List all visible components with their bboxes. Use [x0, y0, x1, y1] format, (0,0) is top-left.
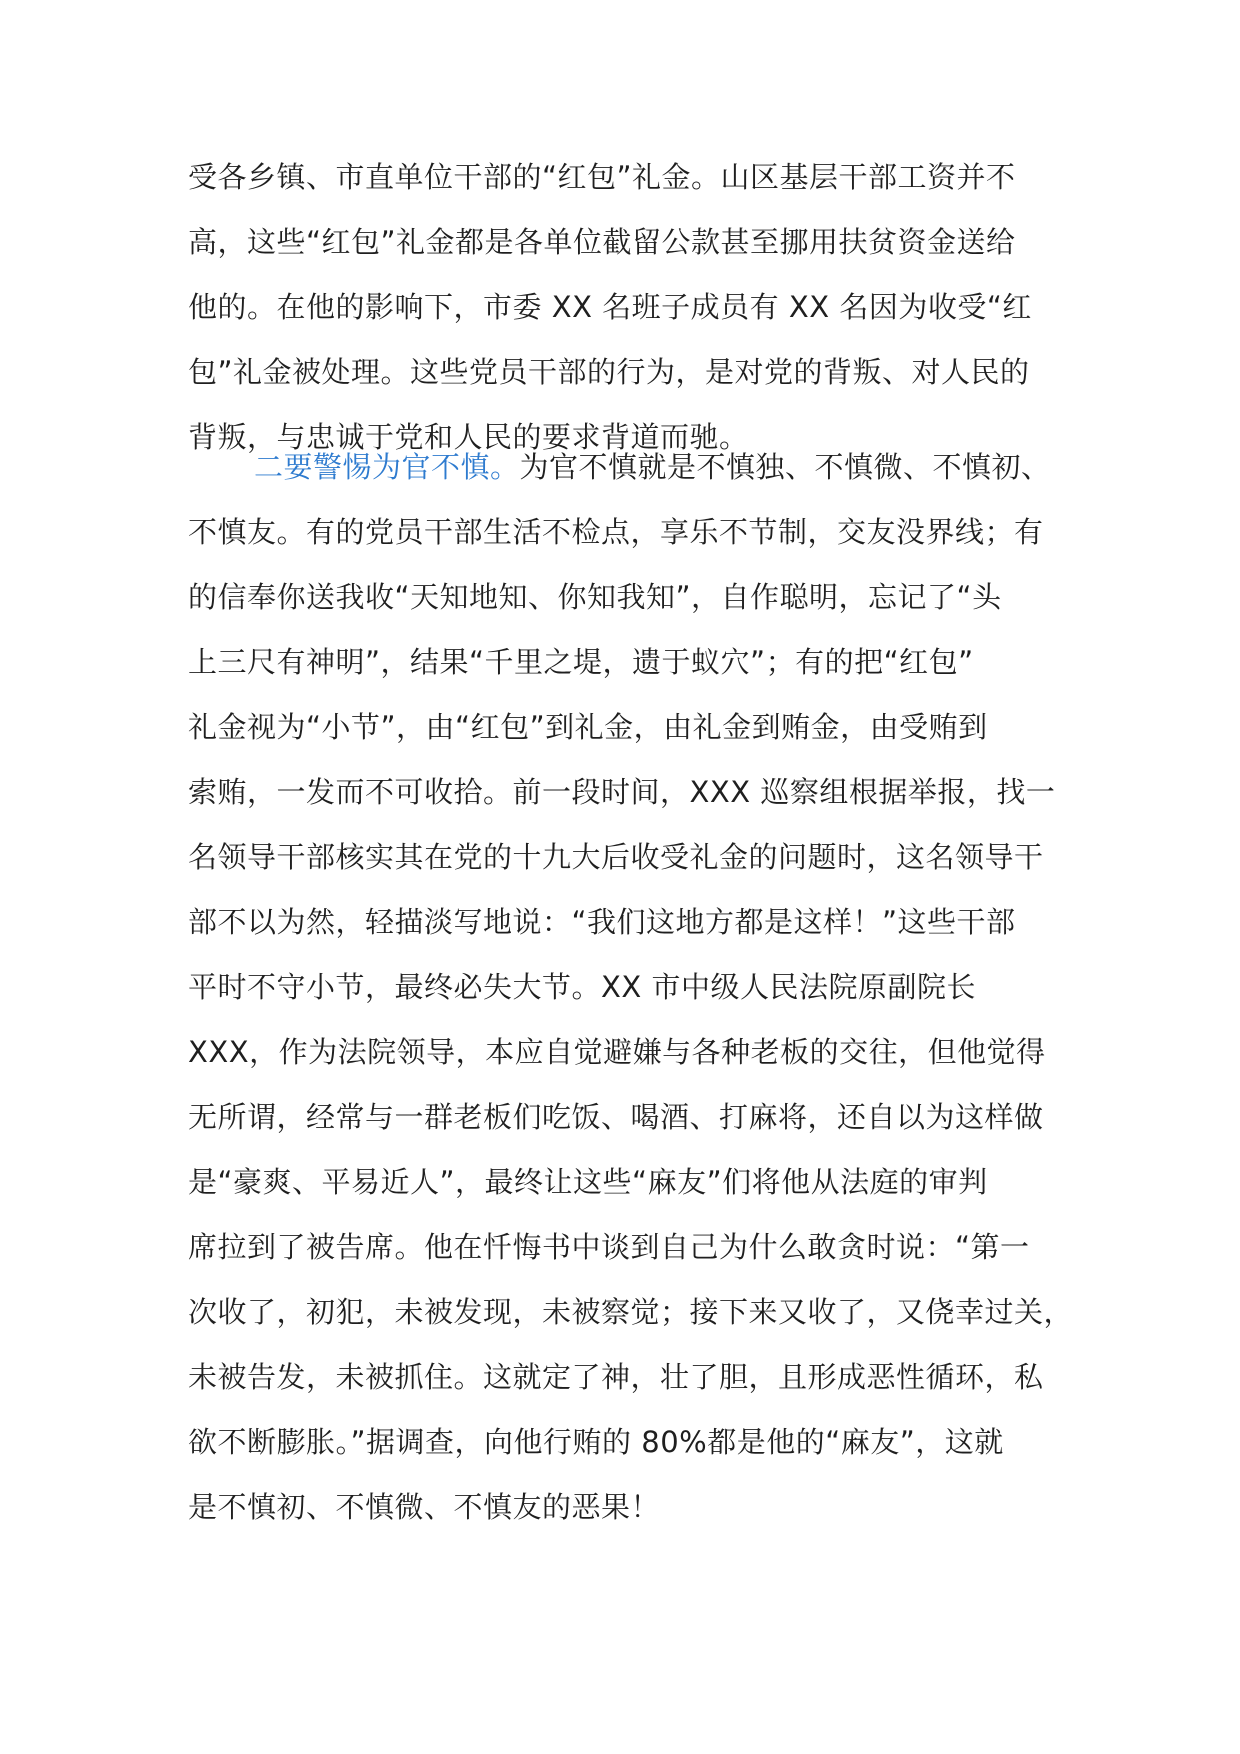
paragraph-line: 是“豪爽、平易近人”，最终让这些“麻友”们将他从法庭的审判 [188, 1165, 988, 1199]
paragraph-line: 欲不断膨胀。”据调查，向他行贿的 80%都是他的“麻友”，这就 [188, 1425, 1004, 1459]
paragraph-line: 上三尺有神明”，结果“千里之堤，遗于蚁穴”；有的把“红包” [188, 645, 974, 679]
paragraph-line: XXX，作为法院领导，本应自觉避嫌与各种老板的交往，但他觉得 [188, 1035, 1046, 1069]
section-heading: 二要警惕为官不慎。 [254, 450, 520, 484]
paragraph-line: 次收了，初犯，未被发现，未被察觉；接下来又收了，又侥幸过关， [188, 1295, 1074, 1329]
paragraph-line-text: 为官不慎就是不慎独、不慎微、不慎初、 [519, 450, 1051, 484]
paragraph-line: 席拉到了被告席。他在忏悔书中谈到自己为什么敢贪时说：“第一 [188, 1230, 1030, 1264]
paragraph-first-line [188, 435, 1058, 500]
paragraph-line: 无所谓，经常与一群老板们吃饭、喝酒、打麻将，还自以为这样做 [188, 1100, 1044, 1134]
paragraph-line: 礼金视为“小节”，由“红包”到礼金，由礼金到贿金，由受贿到 [188, 710, 988, 744]
paragraph-line: 索贿，一发而不可收拾。前一段时间，XXX 巡察组根据举报，找一 [188, 775, 1056, 809]
paragraph-line: 是不慎初、不慎微、不慎友的恶果！ [188, 1490, 661, 1524]
paragraph-2 [188, 435, 1074, 1540]
paragraph-line: 不慎友。有的党员干部生活不检点，享乐不节制，交友没界线；有 [188, 515, 1044, 549]
paragraph-line: 高，这些“红包”礼金都是各单位截留公款甚至挪用扶贫资金送给 [188, 225, 1016, 259]
paragraph-line: 包”礼金被处理。这些党员干部的行为，是对党的背叛、对人民的 [188, 355, 1030, 389]
paragraph-line: 名领导干部核实其在党的十九大后收受礼金的问题时，这名领导干 [188, 840, 1044, 874]
paragraph-line: 部不以为然，轻描淡写地说：“我们这地方都是这样！”这些干部 [188, 905, 1016, 939]
paragraph-line: 平时不守小节，最终必失大节。XX 市中级人民法院原副院长 [188, 970, 976, 1004]
paragraph-line: 受各乡镇、市直单位干部的“红包”礼金。山区基层干部工资并不 [188, 160, 1016, 194]
paragraph-line: 他的。在他的影响下，市委 XX 名班子成员有 XX 名因为收受“红 [188, 290, 1032, 324]
paragraph-1 [188, 145, 1058, 470]
paragraph-line: 背叛，与忠诚于党和人民的要求背道而驰。 [188, 420, 749, 454]
paragraph-line: 的信奉你送我收“天知地知、你知我知”，自作聪明，忘记了“头 [188, 580, 1002, 614]
paragraph-line: 未被告发，未被抓住。这就定了神，壮了胆，且形成恶性循环，私 [188, 1360, 1044, 1394]
